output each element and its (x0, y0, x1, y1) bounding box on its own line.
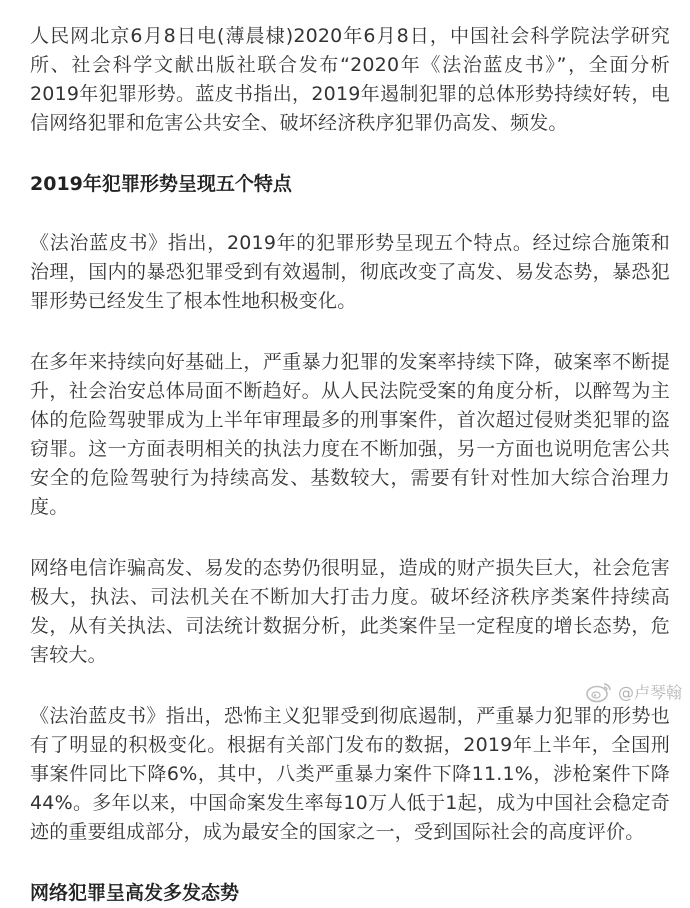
article-paragraph-intro: 人民网北京6月8日电(薄晨棣)2020年6月8日，中国社会科学院法学研究所、社会科学文献出版社联合发布“2020年《法治蓝皮书》”，全面分析2019年犯罪形势。蓝皮书指出，2019年遏制犯罪的总体形势持续好转，电信网络犯罪和危害公共安全、破坏经济秩序犯罪仍高发、频发。 (30, 25, 670, 134)
article-paragraph-statistics: 《法治蓝皮书》指出，恐怖主义犯罪受到彻底遏制，严重暴力犯罪的形势也有了明显的积极变化。根据有关部门发布的数据，2019年上半年，全国刑事案件同比下降6%，其中，八类严重暴力案件下降11.1%，涉枪案件下降44%。多年以来，中国命案发生率每10万人低于1起，成为中国社会稳定奇迹的重要组成部分，成为最安全的国家之一，受到国际社会的高度评价。 (30, 705, 670, 843)
article-body (30, 22, 670, 908)
section-heading-cyber-crime: 网络犯罪呈高发多发态势 (30, 882, 240, 904)
section-heading-crime-features: 2019年犯罪形势呈现五个特点 (30, 173, 292, 195)
article-paragraph-violent-crime: 在多年来持续向好基础上，严重暴力犯罪的发案率持续下降，破案率不断提升，社会治安总体局面不断趋好。从人民法院受案的角度分析，以醉驾为主体的危险驾驶罪成为上半年审理最多的刑事案件，首次超过侵财类犯罪的盗窃罪。这一方面表明相关的执法力度在不断加强，另一方面也说明危害公共安全的危险驾驶行为持续高发、基数较大，需要有针对性加大综合治理力度。 (30, 351, 670, 518)
watermark-author: @卢琴翰 (617, 683, 682, 702)
weibo-logo-icon (586, 681, 612, 703)
article-paragraph-telecom-fraud: 网络电信诈骗高发、易发的态势仍很明显，造成的财产损失巨大，社会危害极大，执法、司法机关在不断加大打击力度。破坏经济秩序类案件持续高发，从有关执法、司法统计数据分析，此类案件呈一定程度的增长态势，危害较大。 (30, 557, 670, 666)
weibo-watermark (586, 680, 682, 703)
article-paragraph-five-features: 《法治蓝皮书》指出，2019年的犯罪形势呈现五个特点。经过综合施策和治理，国内的暴恐犯罪受到有效遏制，彻底改变了高发、易发态势，暴恐犯罪形势已经发生了根本性地积极变化。 (30, 232, 670, 312)
